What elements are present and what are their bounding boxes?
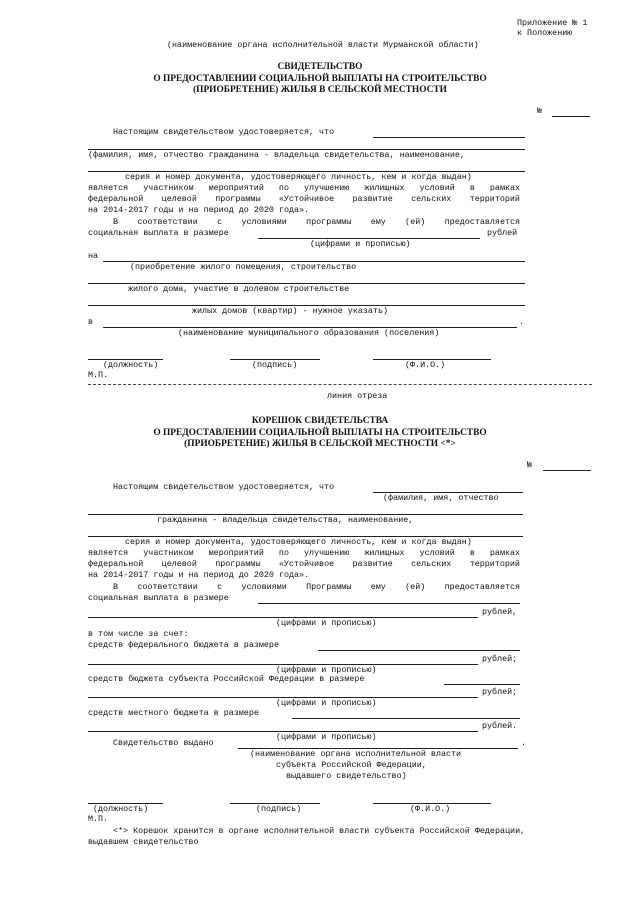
appendix-number: Приложение № 1: [517, 18, 588, 28]
certificate-subtitle: (ПРИОБРЕТЕНИЕ) ЖИЛЬЯ В СЕЛЬСКОЙ МЕСТНОСТИ: [193, 85, 447, 95]
stub-participant-line: федеральной целевой программы «Устойчивое развитие сельских территорий: [88, 559, 520, 569]
regional-currency-label: рублей;: [482, 687, 518, 697]
stub-certify-text: Настоящим свидетельством удостоверяется, что: [113, 482, 335, 492]
stub-caption-holder-document: серия и номер документа, удостоверяющего личность, кем и когда выдан): [125, 537, 472, 547]
stub-caption-signature: (подпись): [256, 804, 302, 814]
municipality-label: в: [88, 317, 94, 327]
caption-full-name: (Ф.И.О.): [405, 360, 446, 370]
participant-period: на 2014-2017 годы и на период до 2020 года».: [88, 205, 310, 215]
issued-label: Свидетельство выдано: [113, 738, 214, 748]
caption-holder-name: (фамилия, имя, отчество гражданина - владельца свидетельства, наименование,: [88, 150, 465, 160]
stub-number-field[interactable]: [543, 470, 591, 471]
currency-label: рублей: [487, 228, 518, 238]
holder-name-field[interactable]: [373, 137, 525, 138]
stub-payment-amount-field[interactable]: [258, 603, 520, 604]
caption-holder-document: серия и номер документа, удостоверяющего личность, кем и когда выдан): [125, 172, 472, 182]
issuer-period: .: [521, 738, 527, 748]
stub-subtitle: О ПРЕДОСТАВЛЕНИИ СОЦИАЛЬНОЙ ВЫПЛАТЫ НА СТРОИТЕЛЬСТВО: [153, 428, 487, 438]
stub-currency-label: рублей,: [482, 607, 518, 617]
caption-purpose: жилого дома, участие в долевом строительстве: [128, 284, 350, 294]
federal-currency-label: рублей;: [482, 654, 518, 664]
caption-purpose: (приобретение жилого помещения, строительство: [130, 262, 357, 272]
purpose-label: на: [88, 251, 99, 261]
stub-subtitle: (ПРИОБРЕТЕНИЕ) ЖИЛЬЯ В СЕЛЬСКОЙ МЕСТНОСТИ <*>: [184, 439, 456, 449]
stub-stamp-label: М.П.: [88, 814, 109, 824]
caption-purpose: жилых домов (квартир) - нужное указать): [192, 306, 389, 316]
local-caption-amount: (цифрами и прописью): [276, 732, 377, 742]
certificate-number-field[interactable]: [552, 116, 590, 117]
federal-budget-field[interactable]: [318, 650, 520, 651]
certificate-subtitle: О ПРЕДОСТАВЛЕНИИ СОЦИАЛЬНОЙ ВЫПЛАТЫ НА СТРОИТЕЛЬСТВО: [153, 74, 487, 84]
stub-title: КОРЕШОК СВИДЕТЕЛЬСТВА: [251, 416, 389, 426]
cut-line-label: линия отреза: [327, 391, 388, 401]
municipality-period: .: [519, 317, 525, 327]
including-label: в том числе за счет:: [88, 629, 189, 639]
regional-budget-label: средств бюджета субъекта Российской Федерации в размере: [88, 674, 365, 684]
stub-participant-period: на 2014-2017 годы и на период до 2020 года».: [88, 570, 310, 580]
local-currency-label: рублей.: [482, 721, 518, 731]
caption-signature: (подпись): [252, 360, 298, 370]
caption-issuer: субъекта Российской Федерации,: [276, 760, 427, 770]
appendix-reference: к Положению: [517, 28, 573, 38]
local-budget-field[interactable]: [292, 718, 520, 719]
certify-text: Настоящим свидетельством удостоверяется, что: [113, 127, 335, 137]
federal-caption-amount: (цифрами и прописью): [276, 665, 377, 675]
stub-caption-amount: (цифрами и прописью): [276, 618, 377, 628]
certificate-number-label: №: [537, 106, 543, 116]
local-budget-label: средств местного бюджета в размере: [88, 708, 259, 718]
caption-issuer: выдавшего свидетельство): [286, 771, 407, 781]
stub-caption-holder-name: гражданина - владельца свидетельства, наименование,: [157, 515, 414, 525]
caption-municipality: (наименование муниципального образования (поселения): [178, 328, 440, 338]
caption-amount: (цифрами и прописью): [310, 239, 411, 249]
certificate-title: СВИДЕТЕЛЬСТВО: [277, 62, 363, 72]
regional-caption-amount: (цифрами и прописью): [276, 698, 377, 708]
payment-label: социальная выплата в размере: [88, 228, 229, 238]
regional-budget-field[interactable]: [444, 684, 520, 685]
caption-position: (должность): [103, 360, 159, 370]
authority-caption: (наименование органа исполнительной власти Мурманской области): [167, 40, 479, 50]
stub-participant-line: является участником мероприятий по улучшению жилищных условий в рамках: [88, 548, 521, 558]
stub-caption-position: (должность): [93, 804, 149, 814]
conditions-line: В соответствии с условиями программы ему (ей) предоставляется: [113, 217, 521, 227]
stamp-label: М.П.: [88, 370, 109, 380]
stub-payment-label: социальная выплата в размере: [88, 593, 229, 603]
stub-caption-holder-name: (фамилия, имя, отчество: [383, 493, 499, 503]
caption-issuer: (наименование органа исполнительной власти: [250, 749, 462, 759]
stub-number-label: №: [527, 460, 533, 470]
participant-line: является участником мероприятий по улучшению жилищных условий в рамках: [88, 183, 521, 193]
cut-line: [88, 384, 592, 385]
federal-budget-label: средств федерального бюджета в размере: [88, 640, 279, 650]
participant-line: федеральной целевой программы «Устойчивое развитие сельских территорий: [88, 194, 520, 204]
footnote: <*> Корешок хранится в органе исполнительной власти субъекта Российской Федерации,: [113, 826, 526, 836]
stub-conditions-line: В соответствии с условиями Программы ему (ей) предоставляется: [113, 582, 521, 592]
stub-caption-full-name: (Ф.И.О.): [410, 804, 451, 814]
footnote: выдавшем свидетельство: [88, 837, 199, 847]
